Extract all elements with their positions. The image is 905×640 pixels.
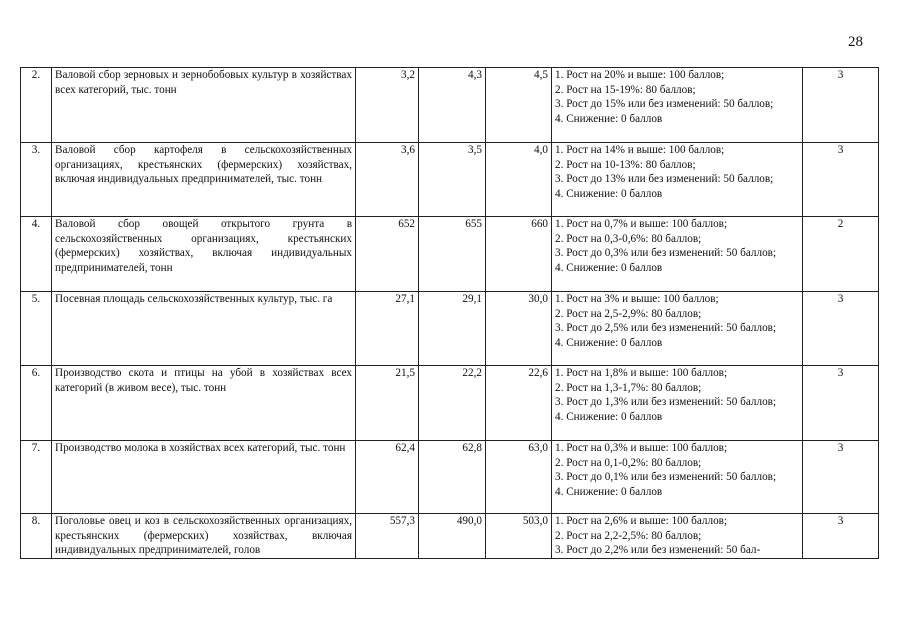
table-row (21, 366, 879, 441)
row-number: 6. (21, 366, 52, 441)
row-number: 2. (21, 68, 52, 143)
value-year-2: 62,8 (419, 441, 486, 514)
indicator-name: Валовой сбор зерновых и зернобобовых культур в хозяйствах всех категорий, тыс. тонн (52, 68, 356, 143)
scoring-criteria (552, 366, 803, 441)
score-value: 3 (803, 366, 879, 441)
criteria-line: 3. Рост до 0,1% или без изменений: 50 баллов; (555, 471, 777, 484)
criteria-line: 2. Рост на 0,3-0,6%: 80 баллов; (555, 232, 702, 245)
criteria-line: 2. Рост на 1,3-1,7%: 80 баллов; (555, 381, 702, 394)
criteria-line: 2. Рост на 2,2-2,5%: 80 баллов; (555, 529, 702, 542)
indicator-name: Валовой сбор картофеля в сельскохозяйственных организациях, крестьянских (фермерских) хозяйствах, включая индивидуальных предпринимателей, тыс. тонн (52, 143, 356, 217)
value-year-3: 30,0 (486, 292, 552, 366)
table-row (21, 68, 879, 143)
criteria-line: 3. Рост до 2,2% или без изменений: 50 бал- (555, 544, 761, 557)
indicator-name: Производство скота и птицы на убой в хозяйствах всех категорий (в живом весе), тыс. тонн (52, 366, 356, 441)
scoring-criteria (552, 68, 803, 143)
table-row (21, 217, 879, 292)
indicator-name: Производство молока в хозяйствах всех категорий, тыс. тонн (52, 441, 356, 514)
value-year-3: 22,6 (486, 366, 552, 441)
criteria-line: 3. Рост до 13% или без изменений: 50 баллов; (555, 173, 774, 186)
indicators-table (20, 67, 879, 559)
table-row (21, 514, 879, 559)
value-year-2: 655 (419, 217, 486, 292)
score-value: 3 (803, 441, 879, 514)
value-year-2: 3,5 (419, 143, 486, 217)
page-number: 28 (848, 34, 863, 50)
criteria-line: 3. Рост до 1,3% или без изменений: 50 баллов; (555, 396, 777, 409)
criteria-line: 4. Снижение: 0 баллов (555, 410, 663, 423)
value-year-2: 490,0 (419, 514, 486, 559)
criteria-line: 2. Рост на 0,1-0,2%: 80 баллов; (555, 456, 702, 469)
indicator-name: Валовой сбор овощей открытого грунта в сельскохозяйственных организациях, крестьянских (фермерских) хозяйствах, включая индивидуальных предпринимателей, тонн (52, 217, 356, 292)
criteria-line: 1. Рост на 0,7% и выше: 100 баллов; (555, 218, 728, 230)
row-number: 3. (21, 143, 52, 217)
row-number: 5. (21, 292, 52, 366)
criteria-line: 1. Рост на 14% и выше: 100 баллов; (555, 144, 725, 156)
indicator-name: Посевная площадь сельскохозяйственных культур, тыс. га (52, 292, 356, 366)
value-year-1: 21,5 (356, 366, 419, 441)
value-year-3: 4,5 (486, 68, 552, 143)
value-year-1: 27,1 (356, 292, 419, 366)
scoring-criteria (552, 514, 803, 559)
value-year-1: 652 (356, 217, 419, 292)
table-row (21, 143, 879, 217)
scoring-criteria (552, 292, 803, 366)
criteria-line: 1. Рост на 0,3% и выше: 100 баллов; (555, 442, 728, 454)
value-year-3: 660 (486, 217, 552, 292)
score-value: 2 (803, 217, 879, 292)
scoring-criteria (552, 441, 803, 514)
value-year-3: 4,0 (486, 143, 552, 217)
value-year-1: 3,6 (356, 143, 419, 217)
criteria-line: 4. Снижение: 0 баллов (555, 187, 663, 200)
value-year-1: 557,3 (356, 514, 419, 559)
value-year-1: 3,2 (356, 68, 419, 143)
indicator-name: Поголовье овец и коз в сельскохозяйственных организациях, крестьянских (фермерских) хозяйствах, включая индивидуальных предпринимателей, голов (52, 514, 356, 559)
table-row (21, 292, 879, 366)
criteria-line: 4. Снижение: 0 баллов (555, 261, 663, 274)
score-value: 3 (803, 68, 879, 143)
value-year-2: 29,1 (419, 292, 486, 366)
table-row (21, 441, 879, 514)
criteria-line: 4. Снижение: 0 баллов (555, 112, 663, 125)
criteria-line: 1. Рост на 2,6% и выше: 100 баллов; (555, 515, 728, 527)
criteria-line: 2. Рост на 2,5-2,9%: 80 баллов; (555, 307, 702, 320)
row-number: 8. (21, 514, 52, 559)
scoring-criteria (552, 143, 803, 217)
criteria-line: 4. Снижение: 0 баллов (555, 485, 663, 498)
criteria-line: 1. Рост на 1,8% и выше: 100 баллов; (555, 367, 728, 379)
row-number: 4. (21, 217, 52, 292)
score-value: 3 (803, 292, 879, 366)
criteria-line: 3. Рост до 0,3% или без изменений: 50 баллов; (555, 247, 777, 260)
criteria-line: 3. Рост до 2,5% или без изменений: 50 баллов; (555, 322, 777, 335)
row-number: 7. (21, 441, 52, 514)
score-value: 3 (803, 514, 879, 559)
criteria-line: 4. Снижение: 0 баллов (555, 336, 663, 349)
scoring-criteria (552, 217, 803, 292)
value-year-3: 503,0 (486, 514, 552, 559)
criteria-line: 2. Рост на 15-19%: 80 баллов; (555, 83, 696, 96)
criteria-line: 1. Рост на 20% и выше: 100 баллов; (555, 69, 725, 81)
value-year-1: 62,4 (356, 441, 419, 514)
criteria-line: 3. Рост до 15% или без изменений: 50 баллов; (555, 98, 774, 111)
value-year-2: 22,2 (419, 366, 486, 441)
criteria-line: 2. Рост на 10-13%: 80 баллов; (555, 158, 696, 171)
score-value: 3 (803, 143, 879, 217)
value-year-2: 4,3 (419, 68, 486, 143)
value-year-3: 63,0 (486, 441, 552, 514)
criteria-line: 1. Рост на 3% и выше: 100 баллов; (555, 293, 719, 305)
